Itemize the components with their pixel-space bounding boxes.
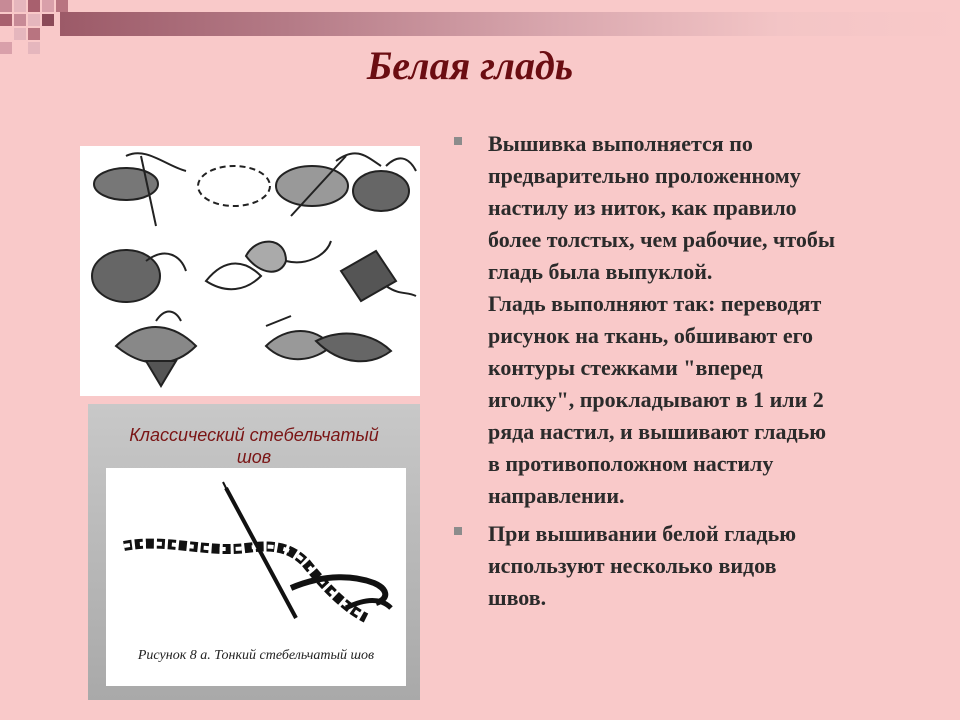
satin-stitch-drawing: [86, 146, 420, 396]
bullet-square-icon: [454, 527, 462, 535]
stem-stitch-header: Классический стебельчатый шов: [129, 425, 379, 467]
satin-stitch-illustration: [86, 146, 420, 396]
header-gradient-bar: [60, 12, 960, 36]
bullet-text: При вышивании белой гладью используют несколько видов швов.: [488, 521, 797, 610]
slide-title: Белая гладь: [366, 43, 574, 88]
bullet-item: [452, 128, 922, 512]
header-band: [0, 0, 960, 48]
bullet-item: [452, 518, 922, 614]
stem-stitch-panel: [106, 468, 406, 686]
figure-caption: Рисунок 8 а. Тонкий стебельчатый шов: [137, 648, 375, 663]
bullet-square-icon: [454, 137, 462, 145]
bullet-text: Вышивка выполняется по предварительно проложенному настилу из ниток, как правило более толстых, чем рабочие, чтобы гладь была выпуклой. Гладь выполняют так: переводят рисунок на ткань, обшивают его контуры стежками "вперед иголку", прокладывают в 1 или 2 ряда настил, и вышивают гладью в противоположном настилу направлении.: [488, 131, 836, 508]
stem-stitch-illustration: [88, 404, 420, 700]
stem-stitch-drawing: [106, 468, 406, 638]
body-text: [452, 128, 922, 620]
